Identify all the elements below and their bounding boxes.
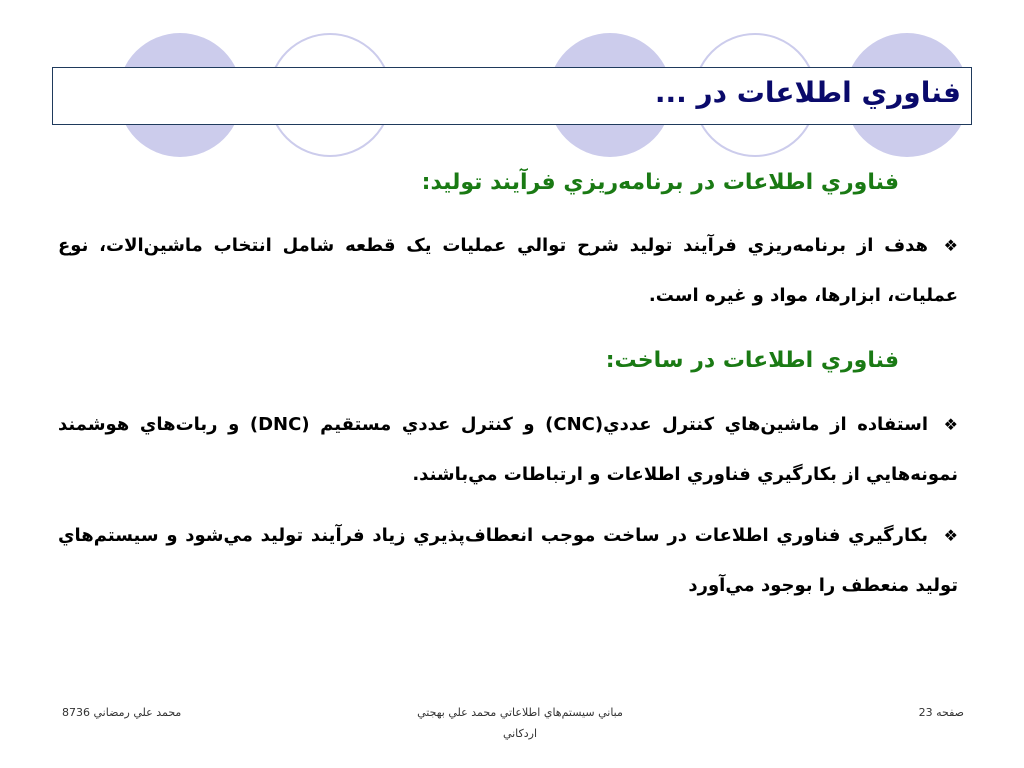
title-box xyxy=(52,67,972,125)
bullet-item-3 xyxy=(58,511,958,611)
diamond-bullet-icon: ❖ xyxy=(943,526,958,545)
bullet-item-2 xyxy=(58,400,958,500)
bullet-text-1: هدف از برنامه‌ريزي فرآيند توليد شرح توالي عمليات يک قطعه شامل انتخاب ماشين‌الات، نوع عمليات، ابزارها، مواد و غيره است. xyxy=(58,235,958,306)
footer-center-line2: اردکاني xyxy=(502,727,538,740)
section-heading-1: فناوري اطلاعات در برنامه‌ريزي فرآيند توليد: xyxy=(421,170,899,195)
footer-left: محمد علي رمضاني 8736 xyxy=(62,706,182,719)
footer-page-number: صفحه 23 xyxy=(918,706,964,719)
diamond-bullet-icon: ❖ xyxy=(943,415,958,434)
diamond-bullet-icon: ❖ xyxy=(943,236,958,255)
section-heading-2: فناوري اطلاعات در ساخت: xyxy=(605,348,899,373)
bullet-item-1 xyxy=(58,221,958,321)
bullet-text-3: بکارگيري فناوري اطلاعات در ساخت موجب انعطاف‌پذيري زياد فرآيند توليد مي‌شود و سيستم‌هاي توليد منعطف را بوجود مي‌آورد xyxy=(58,525,958,596)
footer-center xyxy=(370,706,670,740)
slide-title: فناوري اطلاعات در ... xyxy=(654,76,961,109)
bullet-text-2: استفاده از ماشين‌هاي کنترل عددي(CNC) و کنترل عددي مستقيم (DNC) و ربات‌هاي هوشمند نمونه‌هايي از بکارگيري فناوري اطلاعات و ارتباطات مي‌باشند. xyxy=(58,414,958,485)
footer-center-line1: مباني سيستم‌هاي اطلاعاتي محمد علي بهجتي xyxy=(417,706,623,719)
